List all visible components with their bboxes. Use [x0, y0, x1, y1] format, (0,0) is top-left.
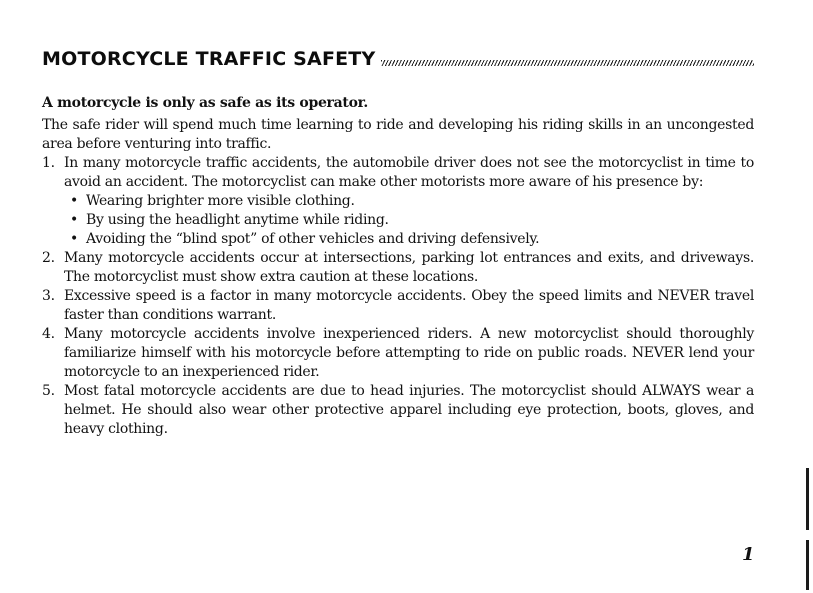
bullet-text: By using the headlight anytime while riding. [86, 212, 389, 228]
lead-statement: A motorcycle is only as safe as its operator. [42, 95, 368, 111]
item-text: Many motorcycle accidents involve inexperienced riders. A new motorcyclist should thoroughly familiarize himself with his motorcycle before attempting to ride on public roads. NEVER lend your motorcycle to an inexperienced rider. [64, 326, 754, 380]
bullet-text: Wearing brighter more visible clothing. [86, 193, 355, 209]
item-number: 4. [42, 326, 55, 342]
list-item [42, 154, 754, 249]
item-text: Many motorcycle accidents occur at intersections, parking lot entrances and exits, and driveways. The motorcyclist must show extra caution at these locations. [64, 250, 754, 285]
bullet-icon: • [70, 193, 78, 209]
scan-edge-mark [806, 468, 809, 530]
body-text [42, 94, 754, 439]
item-number: 1. [42, 155, 55, 171]
list-item [42, 325, 754, 382]
page-number: 1 [742, 544, 755, 565]
item-number: 5. [42, 383, 55, 399]
section-title: MOTORCYCLE TRAFFIC SAFETY [42, 48, 376, 70]
bullet-text: Avoiding the “blind spot” of other vehicles and driving defensively. [86, 231, 540, 247]
item-number: 2. [42, 250, 55, 266]
bullet-item [64, 192, 754, 211]
item-text: Excessive speed is a factor in many motorcycle accidents. Obey the speed limits and NEVER travel faster than conditions warrant. [64, 288, 754, 323]
scan-edge-mark [806, 540, 809, 590]
list-item [42, 382, 754, 439]
item-number: 3. [42, 288, 55, 304]
item-text: In many motorcycle traffic accidents, the automobile driver does not see the motorcyclist in time to avoid an accident. The motorcyclist can make other motorists more aware of his presence by: [64, 155, 754, 190]
intro-paragraph: The safe rider will spend much time learning to ride and developing his riding skills in an uncongested area before venturing into traffic. [42, 117, 754, 152]
bullet-icon: • [70, 212, 78, 228]
list-item [42, 249, 754, 287]
bullet-icon: • [70, 231, 78, 247]
safety-list [42, 154, 754, 439]
header-hatched-rule [381, 60, 754, 66]
bullet-item [64, 211, 754, 230]
item-text: Most fatal motorcycle accidents are due to head injuries. The motorcyclist should ALWAYS wear a helmet. He should also wear other protective apparel including eye protection, boots, gloves, and heavy clothing. [64, 383, 754, 437]
bullet-list [64, 192, 754, 249]
list-item [42, 287, 754, 325]
section-header [42, 44, 754, 70]
bullet-item [64, 230, 754, 249]
